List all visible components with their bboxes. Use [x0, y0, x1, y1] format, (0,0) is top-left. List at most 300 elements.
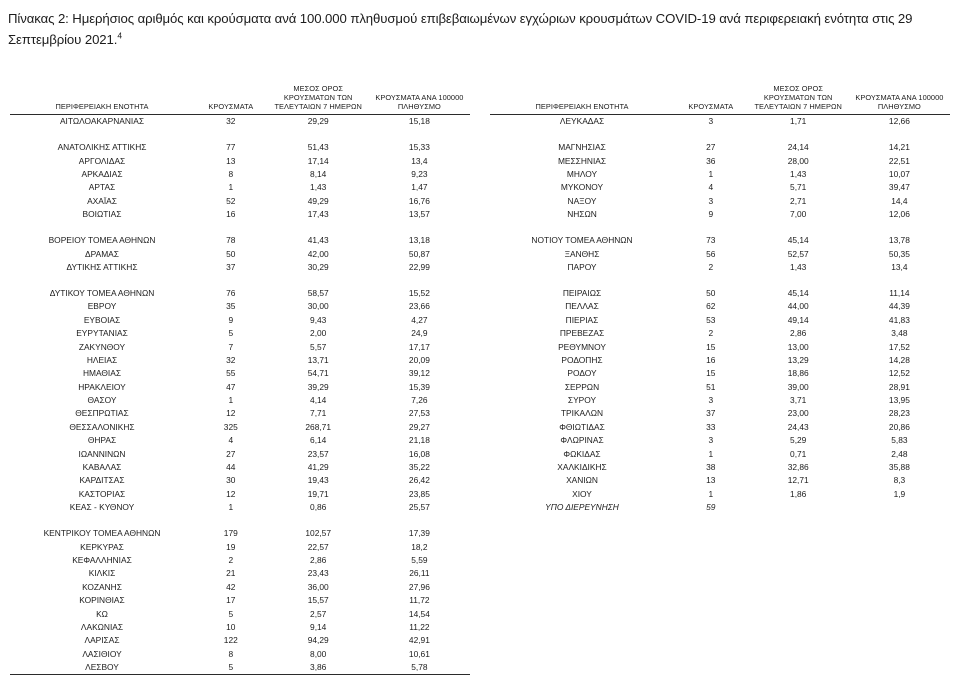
row-per100k: 12,66 [888, 116, 910, 126]
row-avg7: 102,57 [305, 528, 331, 539]
row-cases: 50 [706, 288, 716, 299]
spacer-cell [490, 128, 950, 141]
row-cases: 37 [226, 261, 236, 272]
table-row [10, 354, 470, 367]
table-row [10, 527, 470, 540]
column-header-avg7-line1: ΜΕΣΟΣ ΟΡΟΣ ΚΡΟΥΣΜΑΤΩΝ ΤΩΝ [283, 84, 353, 103]
row-cases: 73 [706, 235, 716, 246]
row-region-name: ΜΑΓΝΗΣΙΑΣ [558, 142, 606, 153]
row-avg7: 15,57 [307, 595, 329, 606]
row-avg7: 3,86 [268, 661, 369, 675]
covid-table-right [490, 84, 950, 515]
row-region-name: ΛΕΣΒΟΥ [10, 661, 194, 675]
table-row [10, 541, 470, 554]
row-per100k: 15,52 [408, 288, 430, 299]
row-cases: 47 [226, 381, 236, 392]
row-avg7: 45,14 [787, 235, 809, 246]
table-row [490, 461, 950, 474]
row-cases: 8 [228, 648, 234, 659]
row-avg7: 3,71 [790, 395, 807, 406]
row-avg7: 1,71 [790, 116, 807, 126]
column-header-per100k-line1: ΚΡΟΥΣΜΑΤΑ ΑΝΑ 100000 [855, 93, 944, 103]
row-per100k: 1,9 [893, 488, 906, 499]
row-per100k: 13,4 [411, 155, 428, 166]
table-row [10, 155, 470, 168]
row-cases: 33 [706, 421, 716, 432]
row-cases: 16 [706, 354, 716, 365]
row-region-name: ΘΕΣΠΡΩΤΙΑΣ [75, 408, 129, 419]
row-avg7: 30,00 [307, 301, 329, 312]
row-region-name: ΗΛΕΙΑΣ [86, 354, 118, 365]
row-avg7: 4,14 [310, 395, 327, 406]
row-per100k: 27,96 [408, 581, 430, 592]
row-avg7: 19,71 [307, 488, 329, 499]
row-region-name: ΛΑΣΙΘΙΟΥ [82, 648, 122, 659]
row-region-name: ΕΒΡΟΥ [87, 301, 117, 312]
row-avg7: 1,86 [790, 488, 807, 499]
row-region-name: ΑΧΑΪΑΣ [87, 195, 117, 206]
row-per100k: 13,18 [408, 235, 430, 246]
row-per100k: 13,4 [891, 261, 908, 272]
row-cases: 36 [706, 155, 716, 166]
row-cases: 2 [708, 328, 714, 339]
row-per100k: 2,48 [891, 448, 908, 459]
row-region-name: ΜΗΛΟΥ [566, 168, 598, 179]
table-row [490, 408, 950, 421]
left-table-wrapper [0, 84, 480, 675]
row-region-name: ΡΟΔΟΠΗΣ [561, 354, 603, 365]
table-group-spacer [490, 274, 950, 287]
row-per100k: 9,23 [411, 168, 428, 179]
row-avg7: 8,14 [310, 168, 327, 179]
row-per100k: 27,53 [408, 408, 430, 419]
row-region-name: ΧΑΝΙΩΝ [566, 475, 598, 486]
row-avg7: 49,29 [307, 195, 329, 206]
row-region-name: ΜΕΣΣΗΝΙΑΣ [557, 155, 607, 166]
row-per100k: 17,39 [408, 528, 430, 539]
table-group-spacer [10, 128, 470, 141]
row-cases: 38 [706, 461, 716, 472]
row-per100k: 15,18 [408, 116, 430, 126]
table-row [490, 367, 950, 380]
row-per100k: 11,72 [409, 595, 430, 606]
row-per100k: 44,39 [888, 301, 910, 312]
table-row [490, 168, 950, 181]
table-row [490, 287, 950, 300]
row-per100k: 23,85 [408, 488, 430, 499]
row-cases: 1 [708, 168, 714, 179]
column-header-avg7-line1: ΜΕΣΟΣ ΟΡΟΣ ΚΡΟΥΣΜΑΤΩΝ ΤΩΝ [763, 84, 833, 103]
row-region-name: ΙΩΑΝΝΙΝΩΝ [78, 448, 126, 459]
row-avg7: 2,57 [310, 608, 327, 619]
row-cases: 16 [226, 209, 236, 220]
row-per100k: 11,22 [409, 621, 430, 632]
row-cases: 52 [226, 195, 236, 206]
row-avg7: 17,14 [307, 155, 329, 166]
row-avg7: 41,29 [307, 461, 329, 472]
row-cases: 5 [194, 661, 268, 675]
table-row [490, 488, 950, 501]
row-avg7: 2,86 [310, 555, 327, 565]
row-avg7: 45,14 [787, 288, 809, 299]
row-cases: 50 [226, 248, 236, 259]
row-cases: 13 [226, 155, 236, 166]
row-avg7: 2,71 [790, 195, 807, 206]
row-region-name: ΦΘΙΩΤΙΔΑΣ [559, 421, 605, 432]
row-avg7: 2,00 [310, 328, 327, 339]
row-region-name: ΤΡΙΚΑΛΩΝ [560, 408, 604, 419]
row-region-name: ΘΑΣΟΥ [87, 395, 117, 406]
row-avg7: 5,71 [790, 182, 807, 193]
header-row [490, 84, 950, 115]
row-region-name: ΚΟΖΑΝΗΣ [82, 581, 122, 592]
row-per100k: 39,47 [888, 182, 910, 193]
row-region-name: ΚΑΒΑΛΑΣ [82, 461, 122, 472]
row-region-name: ΗΜΑΘΙΑΣ [82, 368, 122, 379]
row-per100k: 22,51 [888, 155, 910, 166]
row-per100k: 20,86 [888, 421, 910, 432]
row-per100k: 16,08 [408, 448, 430, 459]
row-per100k: 8,3 [893, 475, 906, 486]
row-region-name: ΘΗΡΑΣ [87, 435, 117, 446]
row-region-name: ΡΟΔΟΥ [567, 368, 597, 379]
row-avg7: 24,43 [787, 421, 809, 432]
row-avg7: 42,00 [307, 248, 329, 259]
row-per100k: 12,52 [888, 368, 910, 379]
row-avg7: 13,00 [787, 341, 809, 352]
row-region-name: ΛΑΡΙΣΑΣ [84, 635, 120, 646]
row-cases: 42 [226, 581, 236, 592]
row-region-name: ΒΟΡΕΙΟΥ ΤΟΜΕΑ ΑΘΗΝΩΝ [48, 235, 156, 246]
row-avg7: 49,14 [787, 314, 809, 325]
row-cases: 10 [226, 621, 236, 632]
row-cases: 21 [226, 568, 236, 579]
row-avg7: 51,43 [307, 142, 329, 153]
table-row [490, 354, 950, 367]
row-per100k: 14,54 [408, 608, 430, 619]
row-avg7: 6,14 [310, 435, 327, 446]
row-avg7: 23,43 [307, 568, 329, 579]
table-group-spacer [490, 128, 950, 141]
row-avg7 [748, 501, 849, 514]
row-region-name: ΡΕΘΥΜΝΟΥ [558, 341, 606, 352]
column-header-per100k-line2: ΠΛΗΘΥΣΜΟ [397, 102, 441, 112]
row-region-name: ΚΩ [96, 608, 108, 619]
row-cases: 27 [226, 448, 236, 459]
row-cases: 37 [706, 408, 716, 419]
table-row [10, 461, 470, 474]
row-avg7: 0,86 [310, 502, 327, 513]
table-row [490, 261, 950, 274]
row-region-name: ΞΑΝΘΗΣ [564, 248, 600, 259]
row-region-name: ΗΡΑΚΛΕΙΟΥ [78, 381, 126, 392]
table-body-right [490, 115, 950, 515]
row-avg7: 13,29 [787, 354, 809, 365]
row-per100k: 15,33 [408, 142, 430, 153]
row-avg7: 23,00 [787, 408, 809, 419]
row-avg7: 1,43 [790, 168, 807, 179]
table-row [10, 554, 470, 567]
row-region-name: ΚΙΛΚΙΣ [88, 568, 116, 579]
table-row [490, 341, 950, 354]
row-per100k: 13,78 [888, 235, 910, 246]
column-header-region: ΠΕΡΙΦΕΡΕΙΑΚΗ ΕΝΟΤΗΤΑ [490, 84, 674, 115]
row-per100k: 50,35 [888, 248, 910, 259]
caption-footnote-marker: 4 [117, 30, 122, 41]
row-avg7: 52,57 [787, 248, 809, 259]
row-cases: 2 [708, 261, 714, 272]
row-region-name: ΜΥΚΟΝΟΥ [560, 182, 604, 193]
table-row [10, 115, 470, 129]
row-cases: 1 [708, 488, 714, 499]
table-row [490, 501, 950, 514]
table-row [10, 367, 470, 380]
row-avg7: 19,43 [307, 475, 329, 486]
row-per100k: 3,48 [891, 328, 908, 339]
table-row [490, 421, 950, 434]
row-cases: 2 [228, 555, 234, 565]
table-row [490, 394, 950, 407]
row-region-name: ΔΡΑΜΑΣ [85, 248, 119, 259]
table-row [10, 434, 470, 447]
row-cases: 59 [706, 502, 716, 513]
row-avg7: 8,00 [310, 648, 327, 659]
row-region-name: ΣΕΡΡΩΝ [564, 381, 600, 392]
row-region-name: ΚΑΣΤΟΡΙΑΣ [78, 488, 126, 499]
column-header-avg7-line2: ΤΕΛΕΥΤΑΙΩΝ 7 ΗΜΕΡΩΝ [754, 102, 842, 112]
table-row [10, 648, 470, 661]
row-region-name: ΚΑΡΔΙΤΣΑΣ [79, 475, 125, 486]
row-avg7: 0,71 [790, 448, 807, 459]
row-cases: 5 [228, 608, 234, 619]
row-region-name: ΔΥΤΙΚΟΥ ΤΟΜΕΑ ΑΘΗΝΩΝ [49, 288, 155, 299]
table-row [490, 234, 950, 247]
table-row [10, 141, 470, 154]
row-cases: 5 [228, 328, 234, 339]
table-row [10, 567, 470, 580]
row-per100k: 17,17 [408, 341, 430, 352]
table-row [490, 314, 950, 327]
table-row [490, 434, 950, 447]
row-cases: 56 [706, 248, 716, 259]
row-cases: 8 [228, 168, 234, 179]
row-avg7: 32,86 [787, 461, 809, 472]
row-region-name: ΝΗΣΩΝ [567, 209, 597, 220]
table-row [10, 261, 470, 274]
row-avg7: 17,43 [307, 209, 329, 220]
table-group-spacer [490, 222, 950, 235]
row-cases: 13 [706, 475, 716, 486]
table-row [10, 287, 470, 300]
row-per100k: 12,06 [888, 209, 910, 220]
row-avg7: 58,57 [307, 288, 329, 299]
row-avg7: 7,71 [310, 408, 327, 419]
row-per100k: 18,2 [411, 541, 428, 552]
table-row [10, 168, 470, 181]
column-header-avg7 [748, 84, 849, 115]
row-region-name: ΚΟΡΙΝΘΙΑΣ [79, 595, 125, 606]
row-cases: 32 [226, 116, 236, 126]
row-per100k [849, 501, 950, 514]
table-row [10, 608, 470, 621]
row-region-name: ΦΛΩΡΙΝΑΣ [560, 435, 604, 446]
row-per100k: 26,42 [408, 475, 430, 486]
row-region-name: ΠΙΕΡΙΑΣ [565, 314, 599, 325]
row-per100k: 14,28 [888, 354, 910, 365]
row-region-name: ΚΕΑΣ - ΚΥΘΝΟΥ [69, 502, 135, 513]
row-avg7: 44,00 [787, 301, 809, 312]
row-avg7: 41,43 [307, 235, 329, 246]
row-per100k: 13,95 [888, 395, 910, 406]
row-per100k: 4,27 [411, 314, 428, 325]
row-per100k: 7,26 [411, 395, 428, 406]
column-header-per100k [849, 84, 950, 115]
row-avg7: 1,43 [310, 182, 327, 193]
row-cases: 15 [706, 341, 716, 352]
row-per100k: 14,21 [888, 142, 910, 153]
table-row [490, 155, 950, 168]
table-head-right [490, 84, 950, 115]
table-row [10, 408, 470, 421]
table-row [10, 581, 470, 594]
row-avg7: 5,29 [790, 435, 807, 446]
table-group-spacer [10, 515, 470, 528]
spacer-cell [490, 222, 950, 235]
row-region-name: ΠΕΙΡΑΙΩΣ [562, 288, 602, 299]
table-head-left [10, 84, 470, 115]
row-per100k: 28,23 [888, 408, 910, 419]
table-group-spacer [10, 274, 470, 287]
row-per100k: 20,09 [408, 354, 430, 365]
row-per100k: 29,27 [408, 421, 430, 432]
row-avg7: 5,57 [310, 341, 327, 352]
table-row [490, 181, 950, 194]
table-row [10, 301, 470, 314]
row-cases: 179 [223, 528, 238, 539]
row-cases: 30 [226, 475, 236, 486]
row-region-name: ΛΑΚΩΝΙΑΣ [80, 621, 124, 632]
column-header-avg7-line2: ΤΕΛΕΥΤΑΙΩΝ 7 ΗΜΕΡΩΝ [274, 102, 362, 112]
column-header-cases: ΚΡΟΥΣΜΑΤΑ [674, 84, 748, 115]
row-avg7: 18,86 [787, 368, 809, 379]
table-row [10, 195, 470, 208]
row-cases: 51 [706, 381, 716, 392]
row-per100k: 35,22 [408, 461, 430, 472]
row-cases: 9 [228, 314, 234, 325]
covid-table-left [10, 84, 470, 675]
row-cases: 122 [223, 635, 238, 646]
row-region-name: ΔΥΤΙΚΗΣ ΑΤΤΙΚΗΣ [66, 261, 138, 272]
row-avg7: 22,57 [307, 541, 329, 552]
row-cases: 4 [708, 182, 714, 193]
column-header-region: ΠΕΡΙΦΕΡΕΙΑΚΗ ΕΝΟΤΗΤΑ [10, 84, 194, 115]
table-row [490, 327, 950, 340]
table-row [10, 341, 470, 354]
row-avg7: 36,00 [307, 581, 329, 592]
row-per100k: 10,07 [888, 168, 910, 179]
table-row [490, 301, 950, 314]
row-cases: 35 [226, 301, 236, 312]
table-row [10, 621, 470, 634]
table-row [10, 248, 470, 261]
row-per100k: 50,87 [408, 248, 430, 259]
row-cases: 3 [708, 195, 714, 206]
row-per100k: 5,78 [369, 661, 470, 675]
column-header-per100k-line2: ΠΛΗΘΥΣΜΟ [877, 102, 921, 112]
table-row [10, 488, 470, 501]
row-cases: 1 [708, 448, 714, 459]
row-region-name: ΝΟΤΙΟΥ ΤΟΜΕΑ ΑΘΗΝΩΝ [531, 235, 633, 246]
table-row [490, 381, 950, 394]
caption-text: Πίνακας 2: Ημερήσιος αριθμός και κρούσματα ανά 100.000 πληθυσμού επιβεβαιωμένων εγχώριων κρουσμάτων COVID-19 ανά περιφερειακή ενότητα στις 29 Σεπτεμβρίου 2021. [8, 11, 913, 47]
row-region-name: ΚΕΝΤΡΙΚΟΥ ΤΟΜΕΑ ΑΘΗΝΩΝ [43, 528, 161, 539]
row-per100k: 13,57 [408, 209, 430, 220]
column-header-per100k [369, 84, 470, 115]
table-row [10, 394, 470, 407]
spacer-cell [490, 274, 950, 287]
table-row [10, 421, 470, 434]
row-avg7: 24,14 [787, 142, 809, 153]
table-row [490, 195, 950, 208]
row-per100k: 21,18 [408, 435, 430, 446]
row-per100k: 23,66 [408, 301, 430, 312]
row-cases: 1 [228, 182, 234, 193]
row-region-name: ΑΝΑΤΟΛΙΚΗΣ ΑΤΤΙΚΗΣ [57, 142, 147, 153]
row-per100k: 1,47 [411, 182, 428, 193]
row-region-name: ΑΙΤΩΛΟΑΚΑΡΝΑΝΙΑΣ [59, 116, 145, 126]
row-cases: 15 [706, 368, 716, 379]
row-per100k: 17,52 [888, 341, 910, 352]
row-cases: 3 [708, 435, 714, 446]
table-row [10, 327, 470, 340]
table-row [490, 448, 950, 461]
table-row [10, 634, 470, 647]
row-cases: 55 [226, 368, 236, 379]
table-row [10, 314, 470, 327]
row-region-name: ΦΩΚΙΔΑΣ [563, 448, 601, 459]
row-cases: 53 [706, 314, 716, 325]
row-cases: 9 [708, 209, 714, 220]
row-per100k: 10,61 [408, 648, 430, 659]
table-row [10, 381, 470, 394]
row-cases: 44 [226, 461, 236, 472]
spacer-cell [10, 515, 470, 528]
table-caption [8, 8, 952, 50]
row-per100k: 24,9 [411, 328, 428, 339]
table-row [10, 208, 470, 221]
row-per100k: 15,39 [408, 381, 430, 392]
row-avg7: 28,00 [787, 155, 809, 166]
row-cases: 76 [226, 288, 236, 299]
row-region-name: ΚΕΡΚΥΡΑΣ [80, 541, 124, 552]
table-row [10, 234, 470, 247]
row-per100k: 28,91 [888, 381, 910, 392]
table-row [490, 474, 950, 487]
column-header-avg7 [268, 84, 369, 115]
row-cases: 1 [228, 395, 234, 406]
row-region-name: ΠΕΛΛΑΣ [565, 301, 599, 312]
spacer-cell [10, 222, 470, 235]
row-per100k: 25,57 [408, 502, 430, 513]
header-row [10, 84, 470, 115]
row-region-name: ΥΠΟ ΔΙΕΡΕΥΝΗΣΗ [545, 502, 619, 513]
row-region-name: ΑΡΓΟΛΙΔΑΣ [78, 155, 126, 166]
table-row [10, 448, 470, 461]
row-region-name: ΠΑΡΟΥ [567, 261, 597, 272]
row-per100k: 41,83 [888, 314, 910, 325]
column-header-cases: ΚΡΟΥΣΜΑΤΑ [194, 84, 268, 115]
row-region-name: ΧΙΟΥ [572, 488, 592, 499]
